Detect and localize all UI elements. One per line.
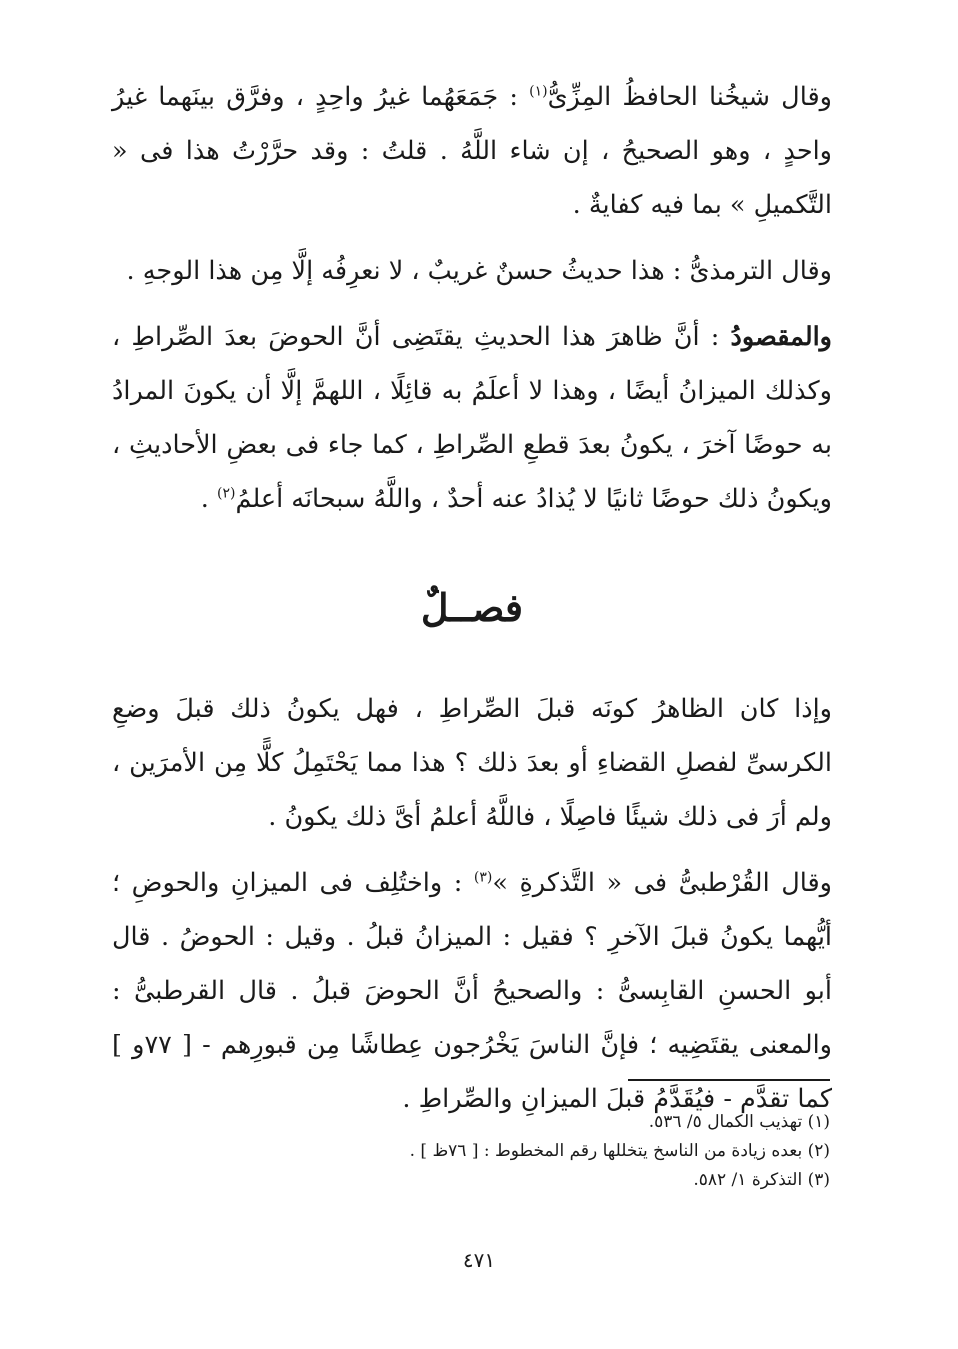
paragraph-lead-word: والمقصودُ: [730, 322, 832, 352]
paragraph-mizzi-quote: [112, 70, 832, 232]
footnote-marker-1: (١): [529, 83, 548, 100]
paragraph-qurtubi: [112, 856, 832, 1126]
footnote-2: (٢) بعده زيادة من الناسخ يتخللها رقم المخطوط : [ ٧٦ظ ] .: [409, 1141, 830, 1161]
footnote-divider: [628, 1079, 830, 1081]
footnotes: [130, 1108, 830, 1195]
footnote-marker-2: (٢): [217, 485, 236, 502]
paragraph-text: وقال شيخُنا الحافظُ المِزِّىُّ: [547, 82, 832, 112]
paragraph-kursi: وإذا كان الظاهرُ كونَه قبلَ الصِّراطِ ، فهل يكونُ ذلك قبلَ وضعِ الكرسىِّ لفصلِ القضاءِ أو بعدَ ذلك ؟ هذا مما يَحْتَمِلُ كلًّا مِن الأمرَين ، ولم أرَ فى ذلك شيئًا فاصِلًا ، فاللَّهُ أعلمُ أىَّ ذلك يكونُ .: [112, 694, 832, 832]
paragraph-text: : أنَّ ظاهرَ هذا الحديثِ يقتَضِى أنَّ الحوضَ بعدَ الصِّراطِ ، وكذلك الميزانُ أيضًا ، وهذا لا أعلَمُ به قائِلًا ، اللهمَّ إلَّا أن يكونَ المرادُ به حوضًا آخرَ ، يكونُ بعدَ قطعِ الصِّراطِ ، كما جاء فى بعضِ الأحاديثِ ، ويكونُ ذلك حوضًا ثانيًا لا يُذادُ عنه أحدٌ ، واللَّهُ سبحانَه أعلمُ: [112, 322, 832, 514]
section-heading: فصــلٌ: [420, 585, 524, 630]
paragraph-tirmidhi: وقال الترمذىُّ : هذا حديثُ حسنٌ غريبٌ ، لا نعرِفُه إلَّا مِن هذا الوجهِ .: [126, 256, 832, 286]
main-text: [112, 70, 832, 1126]
footnote-1: (١) تهذيب الكمال ٥/ ٥٣٦.: [648, 1112, 830, 1132]
footnote-marker-3: (٣): [473, 869, 493, 886]
page-number: ٤٧١: [462, 1248, 496, 1272]
paragraph-text: .: [200, 484, 217, 514]
paragraph-text: : جَمَعَهُما غيرُ واحِدٍ ، وفرَّق بينَهما غيرُ واحدٍ ، وهو الصحيحُ ، إن شاء اللَّهُ . قلتُ : وقد حرَّرْتُ هذا فى « التَّكميلِ » بما فيه كفايةٌ .: [112, 82, 832, 220]
paragraph-text: وقال القُرْطبىُّ فى « التَّذكرةِ »: [492, 868, 832, 898]
paragraph-text: : واختُلِف فى الميزانِ والحوضِ ؛ أيُّهما يكونُ قبلَ الآخرِ ؟ فقيل : الميزانُ قبلُ . وقيل : الحوضُ . قال أبو الحسنِ القابِسىُّ : والصحيحُ أنَّ الحوضَ قبلُ . قال القرطبىُّ : والمعنى يقتَضِيه ؛ فإنَّ الناسَ يَخْرُجون عِطاشًا مِن قبورِهم - [ ٧٧و ] كما تقدَّم - فيُقَدَّمُ قبلَ الميزانِ والصِّراطِ .: [112, 868, 832, 1114]
footnote-3: (٣) التذكرة ١/ ٥٨٢.: [693, 1170, 830, 1190]
paragraph-maqsud: [112, 310, 832, 526]
